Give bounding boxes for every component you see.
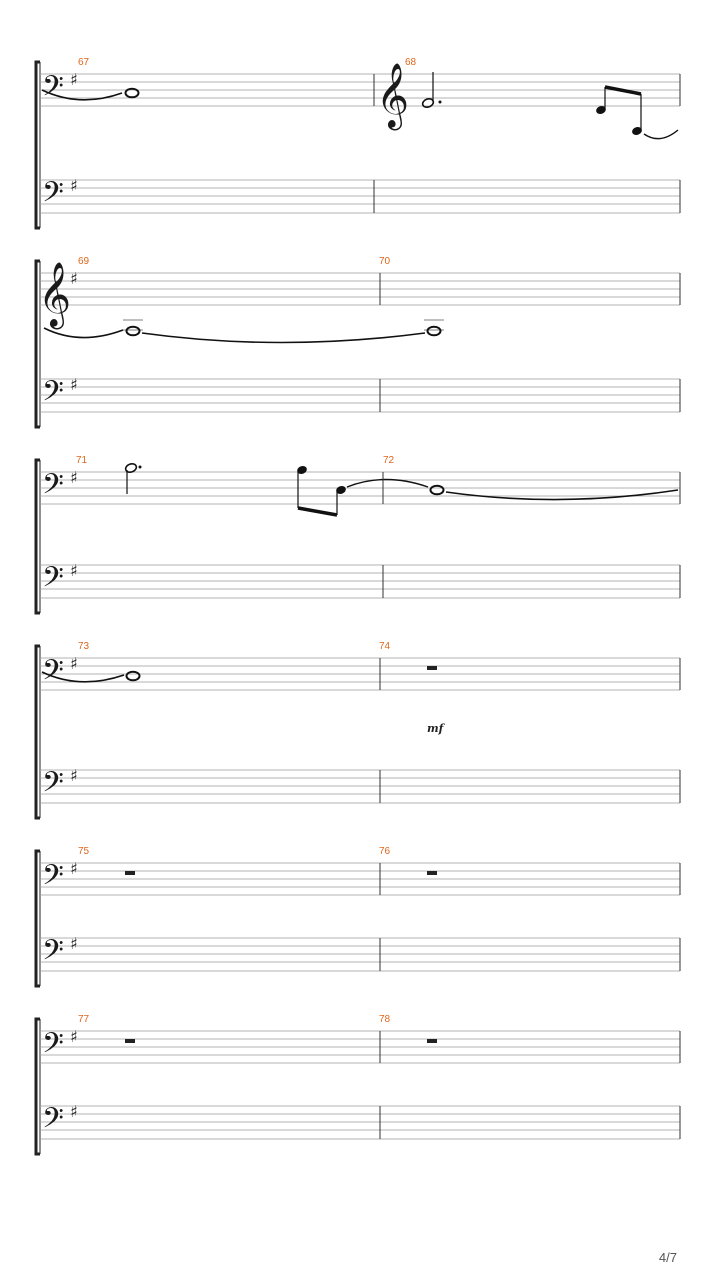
sharp-icon: ♯ xyxy=(70,176,78,195)
bass-clef-icon: 𝄢 xyxy=(42,468,64,508)
system-2 xyxy=(36,256,680,427)
treble-clef-icon: 𝄞 xyxy=(38,262,72,327)
half-rest-icon xyxy=(125,1039,135,1043)
bass-clef-icon: 𝄢 xyxy=(42,375,64,415)
whole-note xyxy=(431,486,444,495)
measure-number: 71 xyxy=(76,455,88,466)
sharp-icon: ♯ xyxy=(70,375,78,394)
system-bracket xyxy=(36,646,40,818)
half-rest-icon xyxy=(427,666,437,670)
bass-clef-icon: 𝄢 xyxy=(42,561,64,601)
measure-number: 75 xyxy=(78,846,90,857)
sharp-icon: ♯ xyxy=(70,1102,78,1121)
treble-clef-icon: 𝄞 xyxy=(376,63,410,128)
tie xyxy=(644,130,678,139)
measure-number: 78 xyxy=(379,1014,391,1025)
whole-note xyxy=(127,672,140,681)
measure-number: 73 xyxy=(78,641,90,652)
system-bracket xyxy=(36,1019,40,1154)
system-bracket xyxy=(36,460,40,613)
bottom-staff xyxy=(40,565,680,598)
tie xyxy=(446,490,678,500)
measure-number: 67 xyxy=(78,57,90,68)
bass-clef-icon: 𝄢 xyxy=(42,1027,64,1067)
measure-number: 70 xyxy=(379,256,391,267)
half-rest-icon xyxy=(125,871,135,875)
augmentation-dot xyxy=(139,466,142,469)
sharp-icon: ♯ xyxy=(70,269,78,288)
system-bracket xyxy=(36,62,40,228)
augmentation-dot xyxy=(439,101,442,104)
whole-note xyxy=(428,327,441,336)
bottom-staff xyxy=(40,379,680,412)
whole-note xyxy=(127,327,140,336)
top-staff xyxy=(40,273,680,305)
page-number: 4/7 xyxy=(658,1250,677,1265)
dynamic-marking: mf xyxy=(427,722,444,735)
top-staff xyxy=(40,658,680,690)
sharp-icon: ♯ xyxy=(70,468,78,487)
measure-number: 74 xyxy=(379,641,391,652)
tie xyxy=(44,328,123,338)
measure-number: 72 xyxy=(383,455,395,466)
sharp-icon: ♯ xyxy=(70,654,78,673)
bottom-staff xyxy=(40,938,680,971)
sharp-icon: ♯ xyxy=(70,859,78,878)
measure-number: 69 xyxy=(78,256,90,267)
system-bracket xyxy=(36,851,40,986)
beam xyxy=(298,508,337,515)
bass-clef-icon: 𝄢 xyxy=(42,654,64,694)
bass-clef-icon: 𝄢 xyxy=(42,766,64,806)
bass-clef-icon: 𝄢 xyxy=(42,176,64,216)
bass-clef-icon: 𝄢 xyxy=(42,1102,64,1142)
bass-clef-icon: 𝄢 xyxy=(42,70,64,110)
sharp-icon: ♯ xyxy=(70,766,78,785)
bottom-staff xyxy=(40,180,680,213)
sharp-icon: ♯ xyxy=(70,934,78,953)
bass-clef-icon: 𝄢 xyxy=(42,859,64,899)
tie xyxy=(142,333,425,343)
system-3 xyxy=(36,455,680,613)
system-1 xyxy=(36,57,680,228)
beam xyxy=(605,87,641,94)
measure-number: 77 xyxy=(78,1014,90,1025)
half-rest-icon xyxy=(427,1039,437,1043)
system-6 xyxy=(36,1014,680,1154)
bass-clef-icon: 𝄢 xyxy=(42,934,64,974)
tie xyxy=(347,480,428,488)
sharp-icon: ♯ xyxy=(70,561,78,580)
half-rest-icon xyxy=(427,871,437,875)
sharp-icon: ♯ xyxy=(70,70,78,89)
system-5 xyxy=(36,846,680,986)
bottom-staff xyxy=(40,770,680,803)
measure-number: 76 xyxy=(379,846,391,857)
top-staff xyxy=(40,1031,680,1063)
bottom-staff xyxy=(40,1106,680,1139)
system-4 xyxy=(36,641,680,818)
measure-number: 68 xyxy=(405,57,417,68)
top-staff xyxy=(40,863,680,895)
sharp-icon: ♯ xyxy=(70,1027,78,1046)
